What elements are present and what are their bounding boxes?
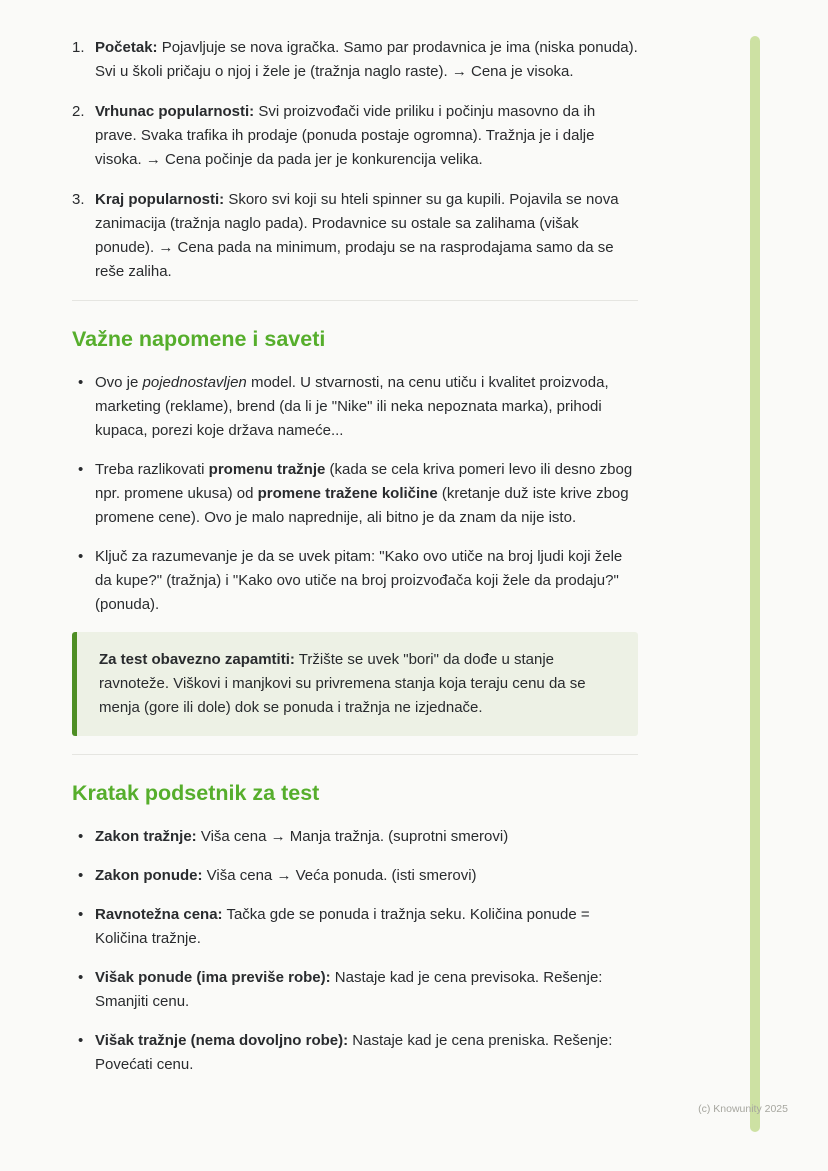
reminder-bullet-list [72,825,638,1077]
section-divider [72,300,638,301]
section-heading-notes: Važne napomene i saveti [72,327,326,351]
numbered-item [72,100,638,172]
numbered-item [72,36,638,84]
item-text: Početak: Pojavljuje se nova igračka. Samo par prodavnica je ima (niska ponuda). Svi u školi pričaju o njoj i žele je (tražnja naglo raste). → Cena je visoka. [95,39,638,80]
page-edge-highlight-bar [750,36,760,1132]
watermark: (c) Knowunity 2025 [698,1103,788,1115]
bullet-item: • Višak tražnje (nema dovoljno robe): Nastaje kad je cena preniska. Rešenje: Povećati cenu. [72,1029,638,1077]
item-text: Vrhunac popularnosti: Svi proizvođači vide priliku i počinju masovno da ih prave. Svaka trafika ih prodaje (ponuda postaje ogromna). Tražnja je i dalje visoka. → Cena počinje da pada jer je konkurencija velika. [95,103,596,168]
item-number: 2. [72,103,85,120]
item-number: 3. [72,191,85,208]
notes-bullet-list [72,371,638,617]
callout-text: Za test obavezno zapamtiti: Tržište se uvek "bori" da dođe u stanje ravnoteže. Viškovi i manjkovi su privremena stanja koja teraju cenu da se menja (gore ili dole) dok se ponuda i tražnja ne izjednače. [99,651,586,716]
section-heading-reminder: Kratak podsetnik za test [72,781,320,805]
document-content [72,36,638,1092]
section-divider [72,754,638,755]
bullet-item: • Ravnotežna cena: Tačka gde se ponuda i tražnja seku. Količina ponude = Količina tražnje. [72,903,638,951]
bullet-item: • Zakon tražnje: Viša cena → Manja tražnja. (suprotni smerovi) [72,825,638,849]
item-number: 1. [72,39,85,56]
bullet-item: • Zakon ponude: Viša cena → Veća ponuda. (isti smerovi) [72,864,638,888]
numbered-item [72,188,638,284]
bullet-item: • Treba razlikovati promenu tražnje (kada se cela kriva pomeri levo ili desno zbog npr. promene ukusa) od promene tražene količine (kretanje duž iste krive zbog promene cene). Ovo je malo naprednije, ali bitno je da znam da nije isto. [72,458,638,530]
bullet-item: • Višak ponude (ima previše robe): Nastaje kad je cena previsoka. Rešenje: Smanjiti cenu. [72,966,638,1014]
lifecycle-numbered-list [72,36,638,284]
callout-box [72,632,638,736]
bullet-item: • Ovo je pojednostavljen model. U stvarnosti, na cenu utiču i kvalitet proizvoda, marketing (reklame), brend (da li je "Nike" ili neka nepoznata marka), prihodi kupaca, porezi koje država nameće... [72,371,638,443]
item-text: Kraj popularnosti: Skoro svi koji su hteli spinner su ga kupili. Pojavila se nova zanimacija (tražnja naglo pada). Prodavnice su ostale sa zalihama (višak ponude). → Cena pada na minimum, prodaju se na rasprodajama samo da se reše zaliha. [95,191,619,280]
bullet-item: • Ključ za razumevanje je da se uvek pitam: "Kako ovo utiče na broj ljudi koji žele da kupe?" (tražnja) i "Kako ovo utiče na broj proizvođača koji žele da prodaju?" (ponuda). [72,545,638,617]
